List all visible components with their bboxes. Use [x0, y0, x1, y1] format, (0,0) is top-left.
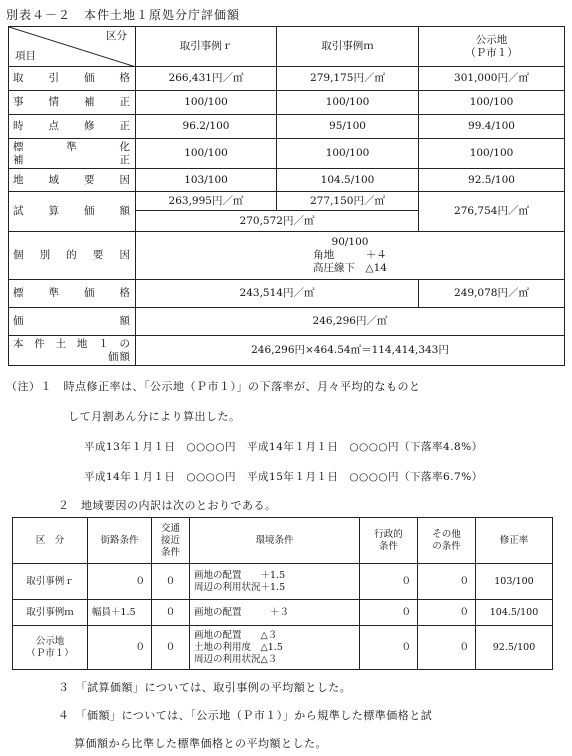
row-chiiki: [9, 169, 565, 192]
label-hyojun-line2: 補正: [13, 153, 131, 166]
label-shisan: 試算価額: [9, 192, 136, 232]
row-standard-price: [9, 280, 565, 308]
standard-price-public: 249,078円／㎡: [419, 280, 565, 308]
document-title: 別表４－２ 本件土地１原処分庁評価額: [6, 8, 241, 22]
note-1-line4: 平成14年１月１日 ○○○○円 平成15年１月１日 ○○○○円（下落率6.7%）: [84, 471, 483, 483]
note-4-line1: ４ 「価額」については、「公示地（Ｐ市１）」から規準した標準価格と試: [58, 709, 433, 722]
price-r: 266,431円／㎡: [136, 67, 277, 91]
land-value: 246,296円×464.54㎡＝114,414,343円: [136, 336, 565, 366]
sub-row-r-shusei: 103/100: [476, 564, 553, 600]
header-case-r: 取引事例ｒ: [136, 27, 277, 67]
chiiki-m: 104.5/100: [277, 169, 419, 192]
price-p: 301,000円／㎡: [419, 67, 565, 91]
label-kagaku: 価額: [9, 308, 136, 336]
label-hyojun-line1: 標準化: [13, 140, 131, 153]
sub-row-m-gyosei: ０: [360, 600, 418, 626]
hyojun-m: 100/100: [277, 139, 419, 169]
jiten-r: 96.2/100: [136, 115, 277, 139]
row-kobetsu: [9, 232, 565, 280]
sub-header-kotsu: 交通 接近 条件: [152, 518, 190, 564]
hyojun-p: 100/100: [419, 139, 565, 169]
row-jijo: [9, 91, 565, 115]
header-row: [9, 27, 565, 67]
price-m: 279,175円／㎡: [277, 67, 419, 91]
label-standard-price: 標準価格: [9, 280, 136, 308]
row-shisan-top: [9, 192, 565, 211]
label-land-value-line1: 本件土地１の: [13, 337, 131, 350]
kobetsu-rate: 90/100: [331, 236, 369, 248]
sub-row-m-sonota: ０: [418, 600, 476, 626]
header-case-m: 取引事例ｍ: [277, 27, 419, 67]
sub-row-r-gyosei: ０: [360, 564, 418, 600]
row-transaction-price: [9, 67, 565, 91]
standard-price-cases: 243,514円／㎡: [136, 280, 419, 308]
sub-row-m-kotsu: ０: [152, 600, 190, 626]
label-transaction-price: 取引価格: [9, 67, 136, 91]
header-public-land-line1: 公示地: [475, 33, 508, 46]
sub-row-public-gyosei: ０: [360, 626, 418, 670]
note-1-line2: して月割あん分により算出した。: [68, 410, 241, 423]
sub-row-public-kankyo-text: 画地の配置 △３ 土地の利用度 △1.5 周辺の利用状況△３: [194, 629, 283, 665]
sub-header-kubun: 区 分: [13, 518, 88, 564]
kagaku-value: 246,296円／㎡: [136, 308, 565, 336]
row-kagaku: [9, 308, 565, 336]
sub-row-m-gairo: 幅員＋1.5: [88, 600, 152, 626]
row-hyojun: [9, 139, 565, 169]
hyojun-r: 100/100: [136, 139, 277, 169]
shisan-average: 270,572円／㎡: [136, 211, 419, 232]
note-2: ２ 地域要因の内訳は次のとおりである。: [58, 499, 277, 512]
sub-row-public-sonota: ０: [418, 626, 476, 670]
sub-header-kankyo: 環境条件: [190, 518, 360, 564]
sub-row-public-shusei: 92.5/100: [476, 626, 553, 670]
regional-factors-table: [12, 517, 553, 670]
label-jijo: 事情補正: [9, 91, 136, 115]
sub-row-public-kankyo: [190, 626, 360, 670]
sub-header-shusei: 修正率: [476, 518, 553, 564]
header-public-land-line2: （Ｐ市１）: [465, 46, 518, 59]
note-4-line2: 算価額から比準した標準価格との平均額とした。: [74, 737, 327, 750]
sub-row-m-kankyo-text: 画地の配置 ＋３: [194, 606, 290, 618]
label-hyojun: [9, 139, 136, 169]
note-3: ３ 「試算価額」については、取引事例の平均額とした。: [58, 681, 352, 694]
sub-row-r-sonota: ０: [418, 564, 476, 600]
jijo-r: 100/100: [136, 91, 277, 115]
row-jiten: [9, 115, 565, 139]
jijo-p: 100/100: [419, 91, 565, 115]
sub-header-gairo: 街路条件: [88, 518, 152, 564]
sub-row-r-name: 取引事例ｒ: [13, 564, 88, 600]
sub-row-m: [13, 600, 553, 626]
sub-header-row: [13, 518, 553, 564]
sub-row-r-kotsu: ０: [152, 564, 190, 600]
sub-row-r: [13, 564, 553, 600]
sub-header-sonota: その他 の条件: [418, 518, 476, 564]
label-land-value-line2: 価額: [108, 350, 131, 363]
label-chiiki: 地域要因: [9, 169, 136, 192]
sub-row-public: [13, 626, 553, 670]
header-kubun: 区分: [106, 30, 127, 42]
shisan-m: 277,150円／㎡: [277, 192, 419, 211]
kobetsu-highvoltage: 高圧線下 △14: [313, 262, 387, 274]
header-komoku: 項目: [15, 50, 36, 62]
note-1-line1: （注）１ 時点修正率は、「公示地（Ｐ市１）」の下落率が、月々平均的なものと: [6, 380, 421, 393]
kobetsu-corner: 角地 ＋４: [313, 249, 387, 261]
sub-row-public-kotsu: ０: [152, 626, 190, 670]
sub-row-public-name: 公示地 （Ｐ市１）: [13, 626, 88, 670]
chiiki-r: 103/100: [136, 169, 277, 192]
valuation-table: [8, 26, 565, 366]
header-public-land: [419, 27, 565, 67]
shisan-r: 263,995円／㎡: [136, 192, 277, 211]
jiten-m: 95/100: [277, 115, 419, 139]
sub-row-r-gairo: ０: [88, 564, 152, 600]
sub-row-r-kankyo-text: 画地の配置 ＋1.5 周辺の利用状況＋1.5: [194, 569, 286, 593]
diagonal-header-cell: [9, 27, 136, 67]
sub-row-public-gairo: ０: [88, 626, 152, 670]
label-kobetsu: 個別的要因: [9, 232, 136, 280]
note-1-line3: 平成13年１月１日 ○○○○円 平成14年１月１日 ○○○○円（下落率4.8%）: [84, 441, 483, 453]
label-jiten: 時点修正: [9, 115, 136, 139]
kobetsu-value: [136, 232, 565, 280]
shisan-p: 276,754円／㎡: [419, 192, 565, 232]
sub-row-m-name: 取引事例ｍ: [13, 600, 88, 626]
label-land-value: [9, 336, 136, 366]
sub-row-r-kankyo: [190, 564, 360, 600]
sub-header-gyosei: 行政的 条件: [360, 518, 418, 564]
jijo-m: 100/100: [277, 91, 419, 115]
row-land-value: [9, 336, 565, 366]
jiten-p: 99.4/100: [419, 115, 565, 139]
sub-row-m-shusei: 104.5/100: [476, 600, 553, 626]
chiiki-p: 92.5/100: [419, 169, 565, 192]
sub-row-m-kankyo: [190, 600, 360, 626]
